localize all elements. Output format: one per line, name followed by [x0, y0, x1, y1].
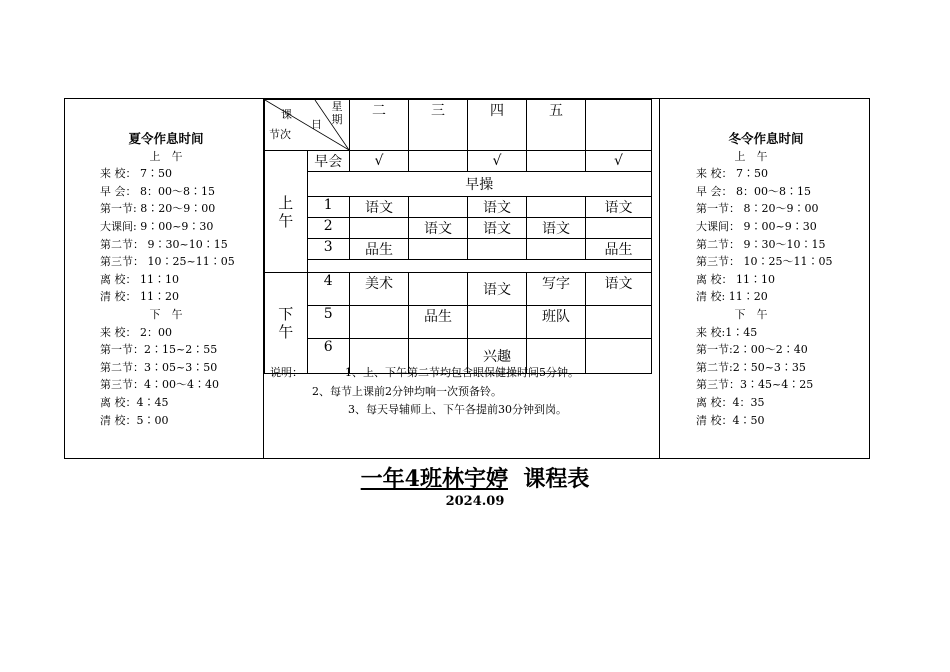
schedule-time-line: 来 校:1∶45 — [696, 325, 758, 339]
schedule-time-line: 第二节： 9∶30~10∶15 — [100, 237, 228, 251]
class-cell: 品生 — [409, 306, 468, 339]
day-header: 二 — [350, 100, 409, 151]
class-cell — [468, 306, 527, 339]
period-number: 4 — [307, 273, 350, 306]
period-row — [265, 239, 652, 260]
check-cell: √ — [350, 151, 409, 172]
schedule-time-line: 离 校：4：35 — [696, 395, 765, 409]
schedule-time-line: 第一节：2∶15~2∶55 — [100, 343, 218, 357]
schedule-time-line: 离 校： 11∶10 — [696, 272, 775, 286]
schedule-time-line: 清 校: 11∶20 — [696, 290, 768, 304]
schedule-time-line: 第三节：4∶00～4∶40 — [100, 378, 219, 392]
schedule-time-line: 清 校：4∶50 — [696, 413, 765, 427]
note-item: 3、每天导辅师上、下午各提前30分钟到岗。 — [348, 403, 567, 416]
class-cell: 语文 — [409, 218, 468, 239]
header-ke-label: 课 — [281, 108, 292, 121]
winter-am-label: 上 午 — [734, 149, 768, 163]
morning-meeting-label: 早会 — [307, 151, 350, 172]
notes-label: 说明： — [270, 366, 303, 379]
class-schedule-table — [264, 99, 652, 374]
summer-pm-label: 下 午 — [149, 307, 183, 321]
day-header: 三 — [409, 100, 468, 151]
class-cell: 语文 — [350, 197, 409, 218]
morning-meeting-row — [265, 151, 652, 172]
schedule-time-line: 第三节： 10∶25~11∶05 — [100, 255, 235, 269]
schedule-time-line: 第二节：3∶05~3∶50 — [100, 360, 218, 374]
check-cell: √ — [586, 151, 652, 172]
class-cell: 语文 — [527, 218, 586, 239]
period-number: 3 — [307, 239, 350, 260]
summer-am-list — [100, 165, 235, 306]
schedule-time-line: 第一节: 8∶20～9∶00 — [100, 202, 216, 216]
am-label: 上 午 — [265, 151, 308, 273]
class-cell: 语文 — [586, 273, 652, 306]
break-row — [265, 260, 652, 273]
schedule-time-line: 清 校：5∶00 — [100, 413, 169, 427]
title-name: 一年4班林宇婷 — [360, 466, 508, 492]
check-cell: √ — [468, 151, 527, 172]
class-cell — [350, 218, 409, 239]
class-cell — [527, 239, 586, 260]
class-cell — [468, 239, 527, 260]
title-suffix: 课程表 — [523, 466, 590, 492]
summer-am-label: 上 午 — [149, 149, 183, 163]
class-cell — [409, 197, 468, 218]
schedule-time-line: 清 校： 11∶20 — [100, 290, 179, 304]
schedule-time-line: 早 会： 8：00～8∶15 — [100, 184, 215, 198]
schedule-time-line: 离 校：4∶45 — [100, 395, 169, 409]
schedule-time-line: 第一节:2∶00～2∶40 — [696, 343, 808, 357]
right-divider — [659, 98, 660, 459]
period-number: 6 — [307, 339, 350, 374]
period-number: 2 — [307, 218, 350, 239]
period-row — [265, 306, 652, 339]
summer-pm-list — [100, 324, 232, 430]
day-header — [586, 100, 652, 151]
schedule-time-line: 第三节：3∶45~4∶25 — [696, 378, 814, 392]
winter-am-list — [696, 165, 836, 306]
class-cell: 语文 — [468, 197, 527, 218]
day-header: 四 — [468, 100, 527, 151]
winter-title: 冬令作息时间 — [728, 131, 804, 146]
period-number: 1 — [307, 197, 350, 218]
break-cell — [307, 260, 652, 273]
header-jieci-label: 节次 — [269, 128, 291, 141]
schedule-time-line: 离 校： 11∶10 — [100, 272, 179, 286]
class-cell — [527, 197, 586, 218]
schedule-time-line: 大课间: 9∶00~9∶30 — [100, 219, 214, 233]
winter-pm-list — [696, 324, 836, 430]
schedule-time-line: 第三节： 10∶25～11∶05 — [696, 255, 833, 269]
morning-exercise-label: 早操 — [307, 172, 652, 197]
class-cell — [586, 339, 652, 374]
class-cell: 语文 — [468, 218, 527, 239]
morning-exercise-row — [265, 172, 652, 197]
page-date: 2024.09 — [445, 494, 505, 509]
class-cell — [350, 306, 409, 339]
period-row — [265, 273, 652, 306]
class-cell: 兴趣 — [468, 339, 527, 374]
class-cell: 班队 — [527, 306, 586, 339]
class-cell — [586, 306, 652, 339]
day-header: 五 — [527, 100, 586, 151]
note-item: 2、每节上课前2分钟均响一次预备铃。 — [312, 384, 502, 398]
summer-schedule — [100, 130, 235, 429]
schedule-time-line: 来 校： 7∶50 — [100, 167, 172, 181]
winter-schedule — [696, 130, 836, 429]
header-diagonal-cell — [265, 100, 354, 151]
winter-pm-label: 下 午 — [734, 307, 768, 321]
class-cell — [409, 273, 468, 306]
schedule-time-line: 来 校： 2：00 — [100, 325, 172, 339]
page-title — [0, 462, 950, 493]
schedule-time-line: 大课间： 9∶00~9∶30 — [696, 219, 817, 233]
notes-section — [270, 364, 579, 420]
check-cell — [527, 151, 586, 172]
header-week-label: 星 期 — [331, 100, 354, 126]
period-row — [265, 218, 652, 239]
class-cell: 写字 — [527, 273, 586, 306]
schedule-time-line: 第一节： 8∶20～9∶00 — [696, 202, 819, 216]
class-cell: 品生 — [586, 239, 652, 260]
summer-title: 夏令作息时间 — [128, 131, 204, 146]
class-cell — [586, 218, 652, 239]
class-cell: 语文 — [586, 197, 652, 218]
class-cell — [409, 239, 468, 260]
class-cell: 美术 — [350, 273, 409, 306]
schedule-time-line: 早 会： 8：00～8∶15 — [696, 184, 811, 198]
schedule-time-line: 来 校： 7∶50 — [696, 167, 768, 181]
header-ri-label: 日 — [311, 118, 322, 131]
pm-label: 下 午 — [265, 273, 308, 374]
period-row — [265, 197, 652, 218]
period-number: 5 — [307, 306, 350, 339]
check-cell — [409, 151, 468, 172]
class-cell: 语文 — [468, 273, 527, 306]
class-cell: 品生 — [350, 239, 409, 260]
schedule-time-line: 第二节:2∶50~3∶35 — [696, 360, 806, 374]
note-item: 1、上、下午第二节均包含眼保健操时间5分钟。 — [345, 366, 579, 379]
schedule-time-line: 第二节： 9∶30～10∶15 — [696, 237, 826, 251]
header-row — [265, 100, 652, 151]
